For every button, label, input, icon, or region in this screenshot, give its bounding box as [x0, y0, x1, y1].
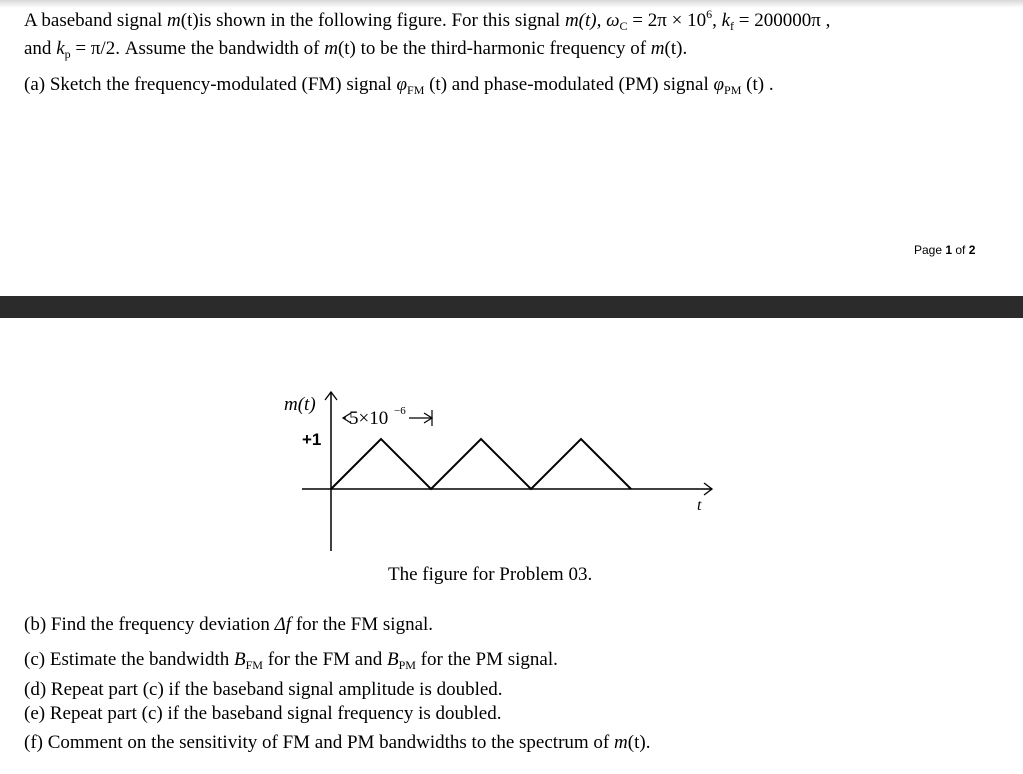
math-carrier-value: = 2π × 10: [627, 10, 707, 31]
text-segment: (c) Estimate the bandwidth: [24, 649, 234, 670]
math-paren-t: (t): [627, 732, 646, 753]
math-paren-t: (t): [337, 38, 356, 59]
math-kp-value: = π/2: [70, 38, 116, 59]
x-axis-label: t: [697, 497, 702, 514]
triangle-waveform: [331, 439, 631, 489]
math-phi: φ: [396, 74, 408, 95]
text-segment: and: [24, 38, 57, 59]
period-exponent: −6: [394, 405, 406, 417]
text-segment: (f) Comment on the sensitivity of FM and PM bandwidths to the spectrum of: [24, 732, 615, 753]
page-indicator-prefix: Page: [914, 243, 946, 257]
math-sub-pm: PM: [724, 83, 742, 97]
math-mt: m(t),: [564, 10, 607, 31]
math-B: B: [386, 649, 399, 670]
text-segment: ,: [712, 10, 722, 31]
math-sub-p: p: [64, 47, 71, 61]
math-kf-value: = 200000π ,: [734, 10, 831, 31]
math-paren-t: (t): [180, 10, 199, 31]
question-b: [24, 613, 433, 637]
figure-caption: The figure for Problem 03.: [388, 564, 593, 585]
math-exponent: 6: [706, 7, 713, 21]
question-d: (d) Repeat part (c) if the baseband signal amplitude is doubled.: [24, 679, 503, 700]
math-k: k: [721, 10, 731, 31]
page-indicator-of: of: [952, 243, 969, 257]
math-B: B: [234, 649, 246, 670]
math-paren-t: (t): [424, 74, 452, 95]
question-c: [24, 648, 558, 677]
text-segment: to be the third-harmonic frequency of: [355, 38, 651, 59]
text-segment: (b) Find the frequency deviation: [24, 614, 275, 635]
math-delta-f: Δf: [274, 614, 292, 635]
math-sub-pm: PM: [398, 658, 416, 672]
math-sub-c: C: [619, 19, 628, 33]
period-label: 5×10: [349, 408, 389, 429]
text-segment: for the FM signal.: [291, 614, 434, 635]
text-segment: . Assume the bandwidth of: [115, 38, 325, 59]
text-segment: is shown in the following figure. For this signal: [198, 10, 565, 31]
math-m: m: [614, 732, 628, 753]
text-segment: .: [645, 732, 651, 753]
math-m: m: [324, 38, 338, 59]
amplitude-label: +1: [302, 430, 322, 449]
math-paren-t: (t): [664, 38, 683, 59]
text-segment: (a) Sketch the frequency-modulated (FM) signal: [24, 74, 397, 95]
text-segment: for the PM signal.: [415, 649, 558, 670]
math-omega: ω: [606, 10, 620, 31]
y-axis-label: m(t): [284, 394, 316, 415]
text-segment: .: [682, 38, 688, 59]
question-f: [24, 731, 650, 755]
question-e: (e) Repeat part (c) if the baseband signal frequency is doubled.: [24, 703, 502, 724]
math-m: m: [167, 10, 181, 31]
math-sub-fm: FM: [245, 658, 263, 672]
page-current: 1: [945, 243, 953, 257]
math-sub-fm: FM: [407, 83, 425, 97]
text-segment: for the FM and: [262, 649, 387, 670]
text-segment: and phase-modulated (PM) signal: [451, 74, 714, 95]
math-k: k: [56, 38, 65, 59]
math-paren-t: (t) .: [741, 74, 774, 95]
text-segment: A baseband signal: [24, 10, 168, 31]
page-total: 2: [968, 243, 976, 257]
math-sub-f: f: [730, 19, 735, 33]
math-phi: φ: [713, 74, 725, 95]
math-m: m: [650, 38, 665, 59]
